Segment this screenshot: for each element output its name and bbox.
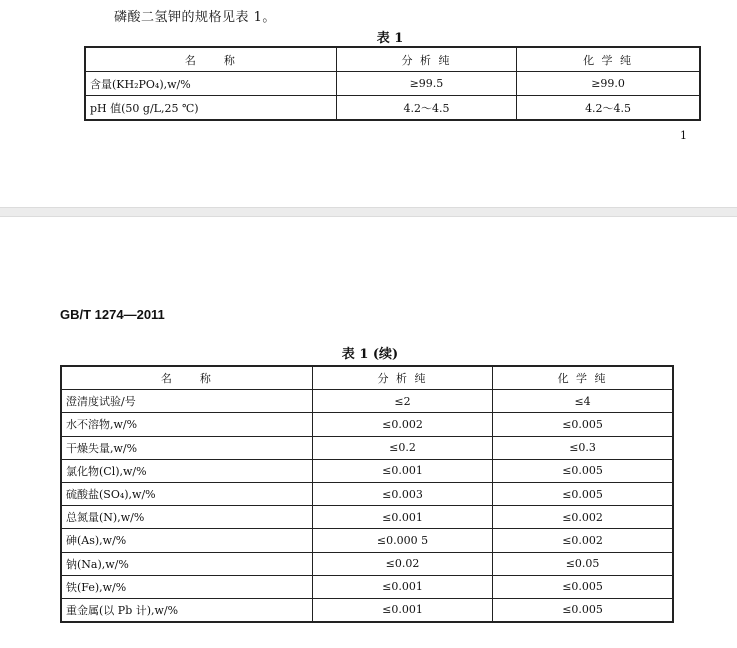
page-separator (0, 207, 737, 217)
row-cp-value: ≤0.002 (493, 529, 673, 552)
row-name: 钠(Na),w/% (61, 552, 312, 575)
row-name: 砷(As),w/% (61, 529, 312, 552)
table1-caption: 表 1 (376, 31, 404, 46)
row-name: 重金属(以 Pb 计),w/% (61, 598, 312, 622)
row-ar-value: ≤0.2 (312, 436, 492, 459)
row-cp-value: ≤0.005 (493, 575, 673, 598)
header-name: 名 称 (61, 366, 312, 390)
intro-paragraph: 磷酸二氢钾的规格见表 1。 (114, 10, 276, 25)
header-name: 名 称 (85, 47, 336, 72)
table-header-row (85, 47, 700, 72)
row-cp-value: ≤0.005 (493, 598, 673, 622)
standard-code-header: GB/T 1274—2011 (60, 307, 165, 322)
row-name: 氯化物(Cl),w/% (61, 459, 312, 482)
table-row (61, 575, 673, 598)
row-name: 澄清度试验/号 (61, 390, 312, 413)
page-number: 1 (680, 129, 687, 142)
header-analytical-reagent: 分 析 纯 (336, 47, 516, 72)
row-ar-value: ≤0.003 (312, 482, 492, 505)
row-ar-value: ≤0.001 (312, 459, 492, 482)
row-ar-value: ≥99.5 (336, 72, 516, 96)
row-name: 干燥失量,w/% (61, 436, 312, 459)
row-name: pH 值(50 g/L,25 ℃) (85, 96, 336, 121)
header-analytical-reagent: 分 析 纯 (312, 366, 492, 390)
row-name: 铁(Fe),w/% (61, 575, 312, 598)
table-row (85, 96, 700, 121)
row-ar-value: ≤0.001 (312, 506, 492, 529)
table-row (61, 529, 673, 552)
row-ar-value: ≤0.001 (312, 575, 492, 598)
spec-table-1-continued (60, 365, 674, 623)
table-row (61, 436, 673, 459)
row-cp-value: 4.2～4.5 (517, 96, 700, 121)
row-cp-value: ≤0.005 (493, 459, 673, 482)
document-page-2 (0, 217, 737, 648)
row-cp-value: ≤0.005 (493, 413, 673, 436)
table-row (85, 72, 700, 96)
row-name: 水不溶物,w/% (61, 413, 312, 436)
document-page-1 (0, 0, 737, 207)
row-name: 硫酸盐(SO₄),w/% (61, 482, 312, 505)
row-cp-value: ≤0.05 (493, 552, 673, 575)
table-row (61, 506, 673, 529)
row-cp-value: ≤0.005 (493, 482, 673, 505)
table-header-row (61, 366, 673, 390)
row-ar-value: ≤0.001 (312, 598, 492, 622)
row-cp-value: ≤0.3 (493, 436, 673, 459)
row-ar-value: ≤2 (312, 390, 492, 413)
row-ar-value: ≤0.02 (312, 552, 492, 575)
header-chemical-pure: 化 学 纯 (517, 47, 700, 72)
table-row (61, 552, 673, 575)
row-cp-value: ≤0.002 (493, 506, 673, 529)
header-chemical-pure: 化 学 纯 (493, 366, 673, 390)
table2-caption: 表 1 (续) (341, 347, 399, 362)
table-row (61, 598, 673, 622)
row-name: 总氮量(N),w/% (61, 506, 312, 529)
row-ar-value: ≤0.002 (312, 413, 492, 436)
spec-table-1 (84, 46, 701, 121)
row-ar-value: ≤0.000 5 (312, 529, 492, 552)
row-cp-value: ≤4 (493, 390, 673, 413)
row-name: 含量(KH₂PO₄),w/% (85, 72, 336, 96)
row-cp-value: ≥99.0 (517, 72, 700, 96)
table-row (61, 390, 673, 413)
table-row (61, 459, 673, 482)
table-row (61, 413, 673, 436)
table-row (61, 482, 673, 505)
row-ar-value: 4.2～4.5 (336, 96, 516, 121)
